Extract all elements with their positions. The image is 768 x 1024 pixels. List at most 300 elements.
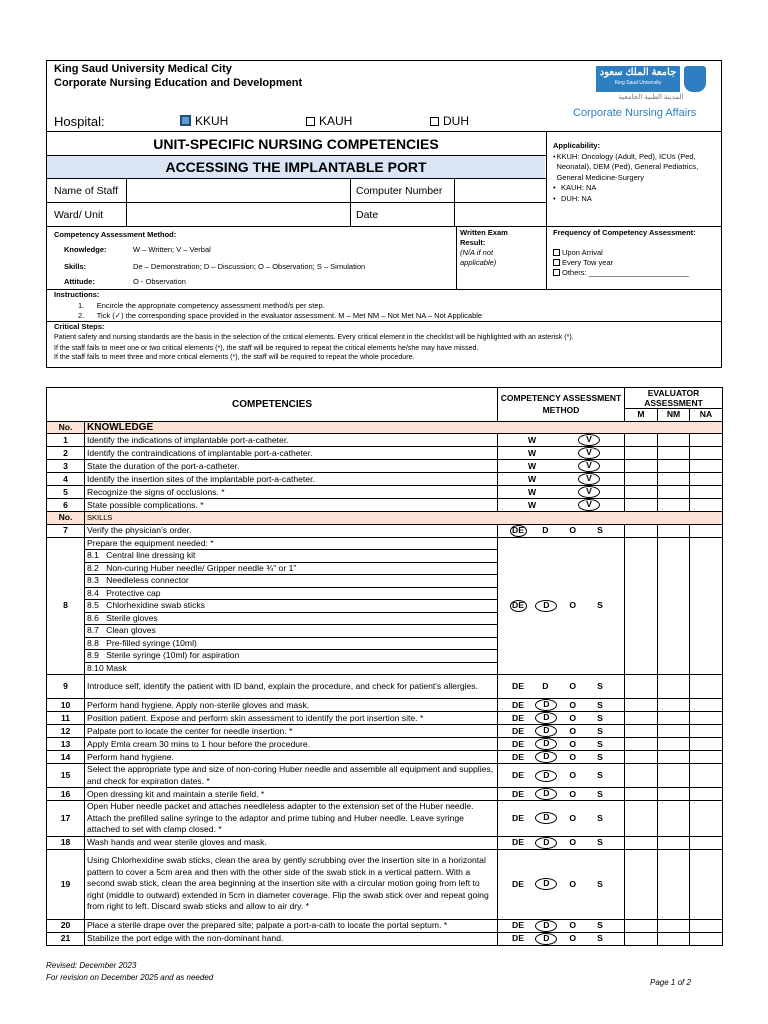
method-w[interactable]: W xyxy=(527,447,537,458)
method-o[interactable]: O xyxy=(569,725,577,736)
eval-m-cell[interactable] xyxy=(625,447,658,460)
hospital-kauh-label: KAUH xyxy=(319,114,353,128)
applicability-title: Applicability: xyxy=(553,141,601,150)
eval-m-cell[interactable] xyxy=(625,524,658,537)
competency-text: Identify the insertion sites of the implantable port-a-catheter. xyxy=(85,473,498,486)
method-w[interactable]: W xyxy=(527,473,537,484)
row-number: 20 xyxy=(47,919,85,932)
method-s[interactable]: S xyxy=(597,770,603,780)
competency-text: Recognize the signs of occlusions. * xyxy=(85,486,498,499)
equipment-item: 8.3 Needleless connector xyxy=(85,575,498,588)
col-competencies: COMPETENCIES xyxy=(47,388,498,422)
section-header: SKILLS xyxy=(85,512,723,525)
knowledge-label: Knowledge: xyxy=(64,245,107,254)
table-row xyxy=(47,699,723,712)
eval-nm-cell[interactable] xyxy=(658,473,690,486)
method-de[interactable]: DE xyxy=(512,933,524,943)
logo-ar: جامعة الملك سعود xyxy=(599,67,677,78)
method-o[interactable]: O xyxy=(569,812,577,823)
attitude-label: Attitude: xyxy=(64,277,95,286)
equipment-item: 8.2 Non-curing Huber needle/ Gripper needle ¾” or 1” xyxy=(85,562,498,575)
method-cell xyxy=(498,801,625,837)
eval-na-cell[interactable] xyxy=(690,788,723,801)
table-row xyxy=(47,751,723,764)
table-row xyxy=(47,473,723,486)
table-row xyxy=(47,801,723,837)
method-de[interactable]: DE xyxy=(512,725,524,736)
section-no-label: No. xyxy=(47,421,85,434)
crest-icon xyxy=(684,66,706,92)
circled-d[interactable]: D xyxy=(535,788,557,800)
equipment-item: 8.8 Pre-filled syringe (10ml) xyxy=(85,637,498,650)
method-o[interactable]: O xyxy=(569,738,577,749)
corporate-affairs: Corporate Nursing Affairs xyxy=(573,107,697,119)
checkbox-icon[interactable] xyxy=(430,117,439,126)
eval-m-cell[interactable] xyxy=(625,712,658,725)
eval-na-cell[interactable] xyxy=(690,675,723,699)
method-cell xyxy=(498,919,625,932)
name-field[interactable] xyxy=(128,180,348,201)
hospital-duh[interactable] xyxy=(430,114,469,128)
method-cell xyxy=(498,675,625,699)
eval-m-cell[interactable] xyxy=(625,499,658,512)
circled-v[interactable]: V xyxy=(578,434,600,446)
method-cell xyxy=(498,434,625,447)
circled-d[interactable]: D xyxy=(535,725,557,737)
row-number: 6 xyxy=(47,499,85,512)
eval-m-cell[interactable] xyxy=(625,932,658,945)
method-o[interactable]: O xyxy=(569,712,577,723)
instruction-1: 1. Encircle the appropriate competency assessment method/s per step. xyxy=(78,301,325,310)
table-row xyxy=(47,486,723,499)
logo-ar2: المدينة الطبية الجامعية xyxy=(618,94,684,101)
eval-m-cell[interactable] xyxy=(625,460,658,473)
competency-text: Wash hands and wear sterile gloves and mask. xyxy=(85,836,498,849)
method-s[interactable]: S xyxy=(597,525,603,535)
circled-v[interactable]: V xyxy=(578,486,600,498)
method-de[interactable]: DE xyxy=(512,920,524,930)
competency-text: Introduce self, identify the patient with ID band, explain the procedure, and check for patient's allergies. xyxy=(85,675,498,699)
row-number: 7 xyxy=(47,524,85,537)
eval-na-cell[interactable] xyxy=(690,801,723,837)
org-line1: King Saud University Medical City xyxy=(54,63,232,75)
eval-nm-cell[interactable] xyxy=(658,738,690,751)
attitude-value: O - Observation xyxy=(133,277,186,286)
competency-text: Identify the indications of implantable port-a-catheter. xyxy=(85,434,498,447)
row-number: 21 xyxy=(47,932,85,945)
eval-na-cell[interactable] xyxy=(690,524,723,537)
method-d[interactable]: D xyxy=(542,681,549,691)
method-s[interactable]: S xyxy=(597,812,603,823)
method-cell xyxy=(498,836,625,849)
eval-na-cell[interactable] xyxy=(690,712,723,725)
method-cell xyxy=(498,460,625,473)
row-number: 10 xyxy=(47,699,85,712)
method-cell xyxy=(498,764,625,788)
circled-v[interactable]: V xyxy=(578,460,600,472)
eval-nm-cell[interactable] xyxy=(658,434,690,447)
eval-na-cell[interactable] xyxy=(690,764,723,788)
table-row xyxy=(47,434,723,447)
competency-text: Stabilize the port edge with the non-dominant hand. xyxy=(85,932,498,945)
page-number: Page 1 of 2 xyxy=(650,978,691,987)
row-number: 19 xyxy=(47,849,85,919)
equipment-item: 8.6 Sterile gloves xyxy=(85,612,498,625)
equipment-item: 8.1 Central line dressing kit xyxy=(85,550,498,563)
critical-line-3: If the staff fails to meet three and more critical elements (*), the staff will be required to repeat the whole procedure. xyxy=(54,353,415,361)
row-number: 5 xyxy=(47,486,85,499)
eval-nm-cell[interactable] xyxy=(658,537,690,675)
competency-text: Select the appropriate type and size of non-coring Huber needle and assemble all equipment and supplies, and check for expiration dates. * xyxy=(85,764,498,788)
circled-de[interactable]: DE xyxy=(510,600,527,612)
method-de[interactable]: DE xyxy=(512,878,524,889)
method-o[interactable]: O xyxy=(569,699,577,710)
equipment-item: 8.4 Protective cap xyxy=(85,587,498,600)
circled-v[interactable]: V xyxy=(578,447,600,459)
competency-text: Apply Emla cream 30 mins to 1 hour before the procedure. xyxy=(85,738,498,751)
circled-de[interactable]: DE xyxy=(510,525,527,537)
circled-d[interactable]: D xyxy=(535,933,557,945)
circled-d[interactable]: D xyxy=(535,738,557,750)
method-cell xyxy=(498,751,625,764)
eval-na-cell[interactable] xyxy=(690,836,723,849)
circled-d[interactable]: D xyxy=(535,770,557,782)
method-cell xyxy=(498,738,625,751)
method-o[interactable]: O xyxy=(569,681,577,691)
equipment-item: 8.7 Clean gloves xyxy=(85,625,498,638)
instruction-2: 2. Tick (✓) the corresponding space provided in the evaluator assessment. M – Met NM – Not Met NA – Not Applicable xyxy=(78,311,483,320)
method-cell xyxy=(498,486,625,499)
critical-line-1: Patient safety and nursing standards are the basis in the selection of the critical elements. Every critical element in the checklist will be highlighted with an asterisk (*). xyxy=(54,333,574,341)
method-s[interactable]: S xyxy=(597,699,603,710)
competency-text: Open dressing kit and maintain a sterile field. * xyxy=(85,788,498,801)
frequency-upon-arrival-label: Upon Arrival xyxy=(562,248,603,257)
org-line2: Corporate Nursing Education and Development xyxy=(54,77,303,89)
eval-na-cell[interactable] xyxy=(690,537,723,675)
table-row xyxy=(47,447,723,460)
eval-nm-cell[interactable] xyxy=(658,725,690,738)
eval-na-cell[interactable] xyxy=(690,699,723,712)
skills-value: De – Demonstration; D – Discussion; O – Observation; S – Simulation xyxy=(133,262,366,271)
table-row xyxy=(47,524,723,537)
method-cell xyxy=(498,932,625,945)
date-label: Date xyxy=(356,209,379,221)
table-row xyxy=(47,738,723,751)
circled-v[interactable]: V xyxy=(578,473,600,485)
revision-note: For revision on December 2025 and as needed xyxy=(46,973,214,982)
section-header: KNOWLEDGE xyxy=(85,421,723,434)
row-number: 12 xyxy=(47,725,85,738)
eval-m-cell[interactable] xyxy=(625,434,658,447)
eval-na-cell[interactable] xyxy=(690,499,723,512)
method-o[interactable]: O xyxy=(569,600,577,611)
method-s[interactable]: S xyxy=(597,681,603,691)
logo-en: King Saud University xyxy=(614,80,662,86)
method-cell xyxy=(498,447,625,460)
row-number: 15 xyxy=(47,764,85,788)
applicability-kauh: KAUH: NA xyxy=(561,183,597,193)
competency-text: Prepare the equipment needed: * xyxy=(85,537,498,550)
eval-nm-cell[interactable] xyxy=(658,499,690,512)
method-o[interactable]: O xyxy=(569,788,577,799)
eval-na-cell[interactable] xyxy=(690,751,723,764)
method-cell xyxy=(498,712,625,725)
row-number: 1 xyxy=(47,434,85,447)
method-de[interactable]: DE xyxy=(512,738,524,749)
competency-text: Verify the physician’s order. xyxy=(85,524,498,537)
competency-text: Perform hand hygiene. xyxy=(85,751,498,764)
eval-nm-cell[interactable] xyxy=(658,801,690,837)
hospital-duh-label: DUH xyxy=(443,114,469,128)
method-s[interactable]: S xyxy=(597,751,603,762)
eval-nm-cell[interactable] xyxy=(658,751,690,764)
row-number: 13 xyxy=(47,738,85,751)
competency-text: Palpate port to locate the center for needle insertion. * xyxy=(85,725,498,738)
table-row xyxy=(47,932,723,945)
method-w[interactable]: W xyxy=(527,499,537,510)
revised-date: Revised: December 2023 xyxy=(46,961,137,970)
table-row xyxy=(47,919,723,932)
hospital-kkuh[interactable] xyxy=(180,114,228,128)
eval-m-cell[interactable] xyxy=(625,788,658,801)
section-no-label: No. xyxy=(47,512,85,525)
table-row xyxy=(47,537,723,550)
method-o[interactable]: O xyxy=(569,933,577,943)
table-row xyxy=(47,460,723,473)
hospital-kkuh-label: KKUH xyxy=(195,114,229,128)
method-o[interactable]: O xyxy=(569,770,577,780)
university-logo xyxy=(596,66,710,102)
circled-d[interactable]: D xyxy=(535,712,557,724)
name-label: Name of Staff xyxy=(54,185,119,197)
eval-na-cell[interactable] xyxy=(690,473,723,486)
written-exam-title: Written Exam Result: xyxy=(460,228,508,247)
table-row xyxy=(47,675,723,699)
eval-m-cell[interactable] xyxy=(625,738,658,751)
col-m: M xyxy=(625,409,658,422)
ward-label: Ward/ Unit xyxy=(54,209,104,221)
table-row xyxy=(47,836,723,849)
row-number: 4 xyxy=(47,473,85,486)
checkbox-icon[interactable] xyxy=(553,269,560,276)
frequency-upon-arrival[interactable] xyxy=(553,248,603,257)
table-row xyxy=(47,788,723,801)
method-de[interactable]: DE xyxy=(512,681,524,691)
applicability-duh: DUH: NA xyxy=(561,193,592,203)
circled-d[interactable]: D xyxy=(535,751,557,763)
method-cell xyxy=(498,788,625,801)
eval-m-cell[interactable] xyxy=(625,801,658,837)
instructions-title: Instructions: xyxy=(54,290,100,299)
eval-m-cell[interactable] xyxy=(625,675,658,699)
applicability-list: • KKUH: Oncology (Adult, Ped), ICUs (Ped, Neonatal), DEM (Ped), General Pediatrics, General Medicine-Surgery • KAUH: NA • DUH: NA xyxy=(553,152,717,204)
equipment-item: 8.9 Sterile syringe (10ml) for aspiration xyxy=(85,650,498,663)
row-number: 8 xyxy=(47,537,85,675)
method-o[interactable]: O xyxy=(569,525,577,535)
table-row xyxy=(47,764,723,788)
date-field[interactable] xyxy=(456,204,544,225)
eval-na-cell[interactable] xyxy=(690,919,723,932)
competency-text: Position patient. Expose and perform skin assessment to identify the port insertion site. * xyxy=(85,712,498,725)
table-row xyxy=(47,712,723,725)
eval-m-cell[interactable] xyxy=(625,849,658,919)
method-w[interactable]: W xyxy=(527,460,537,471)
frequency-every-two-year-label: Every Tow year xyxy=(562,258,614,267)
applicability-kkuh: KKUH: Oncology (Adult, Ped), ICUs (Ped, Neonatal), DEM (Ped), General Pediatrics, General Medicine-Surgery xyxy=(556,152,699,182)
row-number: 9 xyxy=(47,675,85,699)
method-cell xyxy=(498,699,625,712)
method-s[interactable]: S xyxy=(597,920,603,930)
skills-label: Skills: xyxy=(64,262,87,271)
checkbox-icon[interactable] xyxy=(306,117,315,126)
eval-nm-cell[interactable] xyxy=(658,919,690,932)
eval-na-cell[interactable] xyxy=(690,447,723,460)
competency-text: State the duration of the port-a-catheter. xyxy=(85,460,498,473)
eval-na-cell[interactable] xyxy=(690,738,723,751)
circled-d[interactable]: D xyxy=(535,699,557,711)
eval-m-cell[interactable] xyxy=(625,919,658,932)
competency-text: State possible complications. * xyxy=(85,499,498,512)
method-de[interactable]: DE xyxy=(512,699,524,710)
row-number: 3 xyxy=(47,460,85,473)
hospital-kauh[interactable] xyxy=(306,114,352,128)
written-exam-note: (N/A if not applicable) xyxy=(460,248,497,267)
row-number: 14 xyxy=(47,751,85,764)
method-s[interactable]: S xyxy=(597,738,603,749)
eval-nm-cell[interactable] xyxy=(658,788,690,801)
eval-na-cell[interactable] xyxy=(690,486,723,499)
ward-field[interactable] xyxy=(128,204,348,225)
competency-text: Open Huber needle packet and attaches needleless adapter to the extension set of the Huber needle. Attach the prefilled saline syringe to the adaptor and prime tubing and Huber needle. Leave syringe attached to set with clamp closed. * xyxy=(85,801,498,837)
competency-text: Using Chlorhexidine swab sticks, clean the area by gently scrubbing over the insertion site in a horizontal pattern to cover a 5cm area and then with the other side of the swab stick in a vertical pattern. With a second swab stick, clean the area beginning at the insertion site with a circular motion going from left to right (middle to outward) extended in 5cm in diameter coverage. Flip the swab stick over and repeat going from right to left. Discard swab sticks and allow to air dry. * xyxy=(85,849,498,919)
knowledge-value: W – Written; V – Verbal xyxy=(133,245,211,254)
method-w[interactable]: W xyxy=(527,434,537,445)
eval-nm-cell[interactable] xyxy=(658,675,690,699)
col-evaluator: EVALUATOR ASSESSMENT xyxy=(625,388,723,409)
col-nm: NM xyxy=(658,409,690,422)
eval-nm-cell[interactable] xyxy=(658,447,690,460)
critical-line-2: If the staff fails to meet one or two critical elements (*), the staff will be required to repeat the critical elements he/she may have missed. xyxy=(54,344,479,352)
eval-m-cell[interactable] xyxy=(625,725,658,738)
frequency-others-label: Others: ________________________ xyxy=(562,268,689,277)
checkbox-icon[interactable] xyxy=(553,259,560,266)
table-row xyxy=(47,499,723,512)
col-na: NA xyxy=(690,409,723,422)
eval-m-cell[interactable] xyxy=(625,764,658,788)
row-number: 18 xyxy=(47,836,85,849)
eval-nm-cell[interactable] xyxy=(658,764,690,788)
competency-table xyxy=(46,387,723,946)
circled-d[interactable]: D xyxy=(535,878,557,890)
eval-nm-cell[interactable] xyxy=(658,524,690,537)
row-number: 11 xyxy=(47,712,85,725)
method-cell xyxy=(498,524,625,537)
table-row xyxy=(47,849,723,919)
method-cell xyxy=(498,499,625,512)
method-de[interactable]: DE xyxy=(512,812,524,823)
eval-na-cell[interactable] xyxy=(690,725,723,738)
eval-nm-cell[interactable] xyxy=(658,699,690,712)
eval-nm-cell[interactable] xyxy=(658,836,690,849)
table-row xyxy=(47,725,723,738)
frequency-others[interactable] xyxy=(553,268,689,277)
eval-nm-cell[interactable] xyxy=(658,460,690,473)
method-o[interactable]: O xyxy=(569,751,577,762)
method-de[interactable]: DE xyxy=(512,751,524,762)
row-number: 17 xyxy=(47,801,85,837)
checkbox-checked-icon[interactable] xyxy=(180,115,191,126)
eval-m-cell[interactable] xyxy=(625,537,658,675)
method-de[interactable]: DE xyxy=(512,712,524,723)
eval-m-cell[interactable] xyxy=(625,486,658,499)
method-de[interactable]: DE xyxy=(512,837,524,847)
circled-v[interactable]: V xyxy=(578,499,600,511)
eval-nm-cell[interactable] xyxy=(658,486,690,499)
method-cell xyxy=(498,725,625,738)
computer-number-field[interactable] xyxy=(456,180,544,201)
computer-number-label: Computer Number xyxy=(356,185,443,197)
method-de[interactable]: DE xyxy=(512,770,524,780)
frequency-title: Frequency of Competency Assessment: xyxy=(553,228,696,237)
method-s[interactable]: S xyxy=(597,600,603,611)
method-cell xyxy=(498,849,625,919)
title-unit-specific: UNIT-SPECIFIC NURSING COMPETENCIES xyxy=(153,136,439,152)
method-s[interactable]: S xyxy=(597,837,603,847)
eval-nm-cell[interactable] xyxy=(658,932,690,945)
eval-nm-cell[interactable] xyxy=(658,712,690,725)
method-de[interactable]: DE xyxy=(512,788,524,799)
method-s[interactable]: S xyxy=(597,725,603,736)
eval-m-cell[interactable] xyxy=(625,699,658,712)
equipment-item: 8.5 Chlorhexidine swab sticks xyxy=(85,600,498,613)
eval-m-cell[interactable] xyxy=(625,473,658,486)
competency-text: Place a sterile drape over the prepared site; palpate a port-a-cath to locate the portal septum. * xyxy=(85,919,498,932)
hospital-label: Hospital: xyxy=(54,114,105,129)
eval-na-cell[interactable] xyxy=(690,434,723,447)
circled-d[interactable]: D xyxy=(535,600,557,612)
row-number: 2 xyxy=(47,447,85,460)
method-o[interactable]: O xyxy=(569,837,577,847)
eval-m-cell[interactable] xyxy=(625,836,658,849)
row-number: 16 xyxy=(47,788,85,801)
method-d[interactable]: D xyxy=(542,525,549,535)
eval-nm-cell[interactable] xyxy=(658,849,690,919)
circled-d[interactable]: D xyxy=(535,920,557,932)
circled-d[interactable]: D xyxy=(535,837,557,849)
method-s[interactable]: S xyxy=(597,933,603,943)
equipment-item: 8.10 Mask xyxy=(85,662,498,675)
competency-text: Identify the contraindications of implantable port-a-catheter. xyxy=(85,447,498,460)
eval-na-cell[interactable] xyxy=(690,932,723,945)
method-s[interactable]: S xyxy=(597,878,603,889)
method-s[interactable]: S xyxy=(597,712,603,723)
method-o[interactable]: O xyxy=(569,920,577,930)
title-accessing-port: ACCESSING THE IMPLANTABLE PORT xyxy=(165,159,427,175)
method-s[interactable]: S xyxy=(597,788,603,799)
col-method: COMPETENCY ASSESSMENT METHOD xyxy=(498,388,625,422)
critical-title: Critical Steps: xyxy=(54,322,105,331)
method-o[interactable]: O xyxy=(569,878,577,889)
eval-na-cell[interactable] xyxy=(690,460,723,473)
frequency-every-two-year[interactable] xyxy=(553,258,613,267)
method-w[interactable]: W xyxy=(527,486,537,497)
checkbox-icon[interactable] xyxy=(553,249,560,256)
method-title: Competency Assessment Method: xyxy=(54,230,177,239)
eval-na-cell[interactable] xyxy=(690,849,723,919)
eval-m-cell[interactable] xyxy=(625,751,658,764)
circled-d[interactable]: D xyxy=(535,812,557,824)
method-cell xyxy=(498,537,625,675)
